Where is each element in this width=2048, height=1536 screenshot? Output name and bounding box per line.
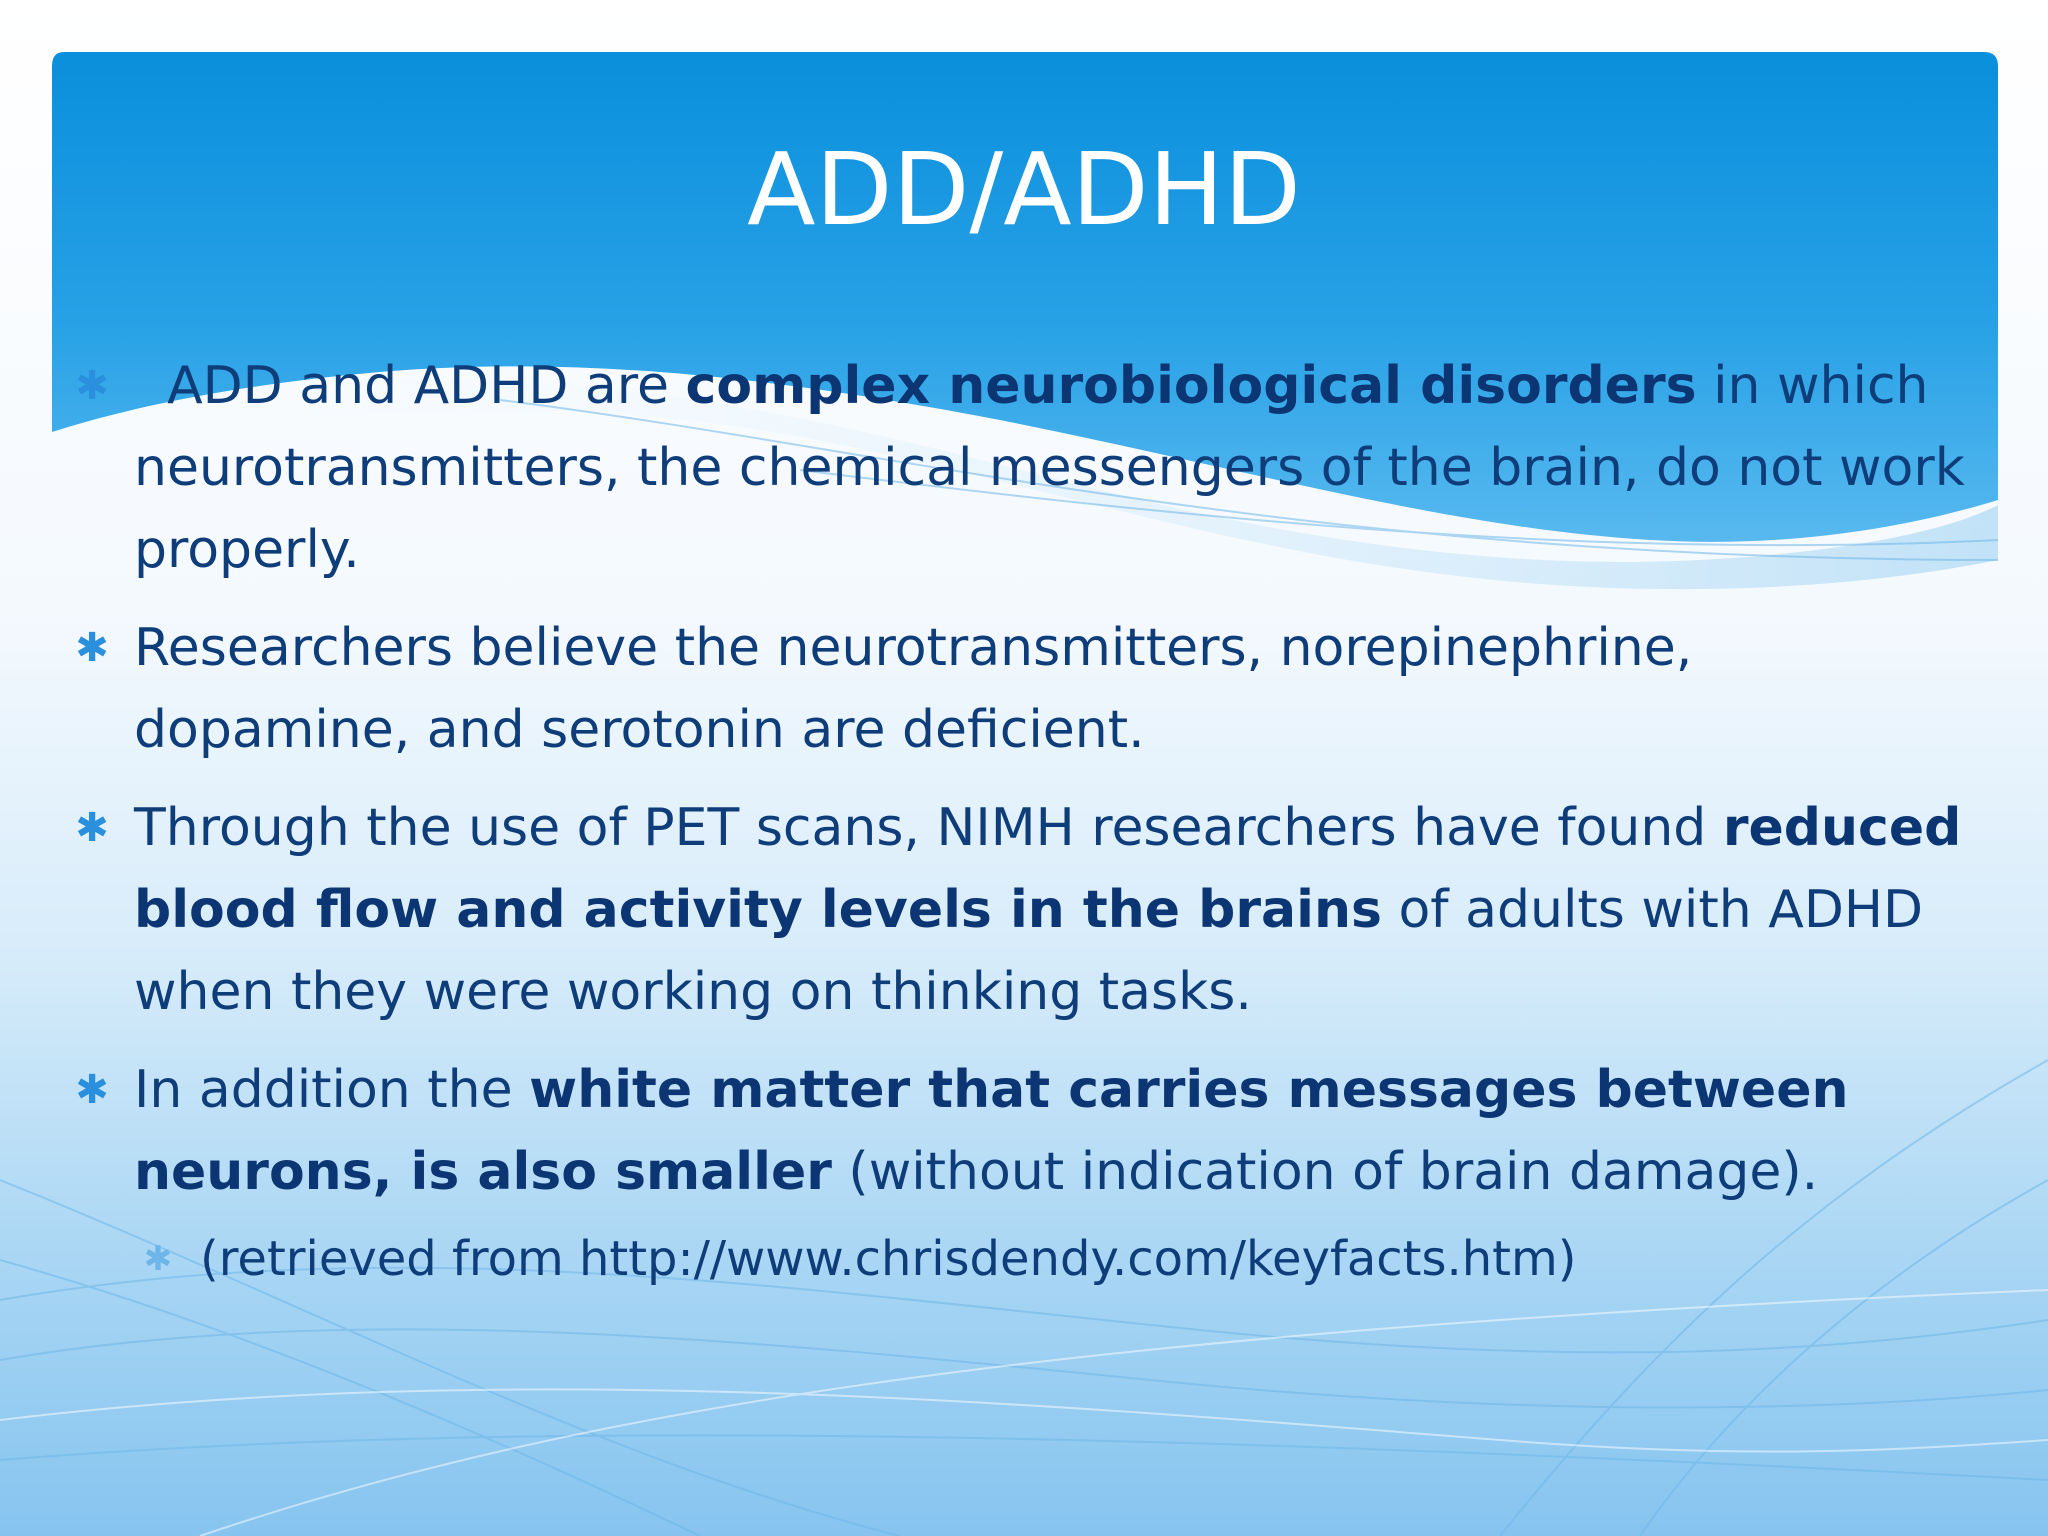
bullet-item: [72, 1049, 1972, 1213]
bullet-text: of adults with ADHD when they were working on thinking tasks.: [134, 880, 1924, 1022]
sub-bullet-item: [72, 1223, 1972, 1295]
slide-title: ADD/ADHD: [747, 131, 1301, 248]
citation-text: (retrieved from http://www.chrisdendy.com/keyfacts.htm): [200, 1231, 1577, 1287]
bullet-bold-text: reduced blood flow and activity levels in the brains: [134, 798, 1962, 940]
bullet-text: ADD and ADHD are: [134, 356, 686, 416]
asterisk-bullet-icon: ✱: [75, 805, 109, 851]
bullet-text: (without indication of brain damage).: [831, 1142, 1819, 1202]
asterisk-bullet-icon: ✱: [75, 625, 109, 671]
bullet-bold-text: complex neurobiological disorders: [685, 356, 1697, 416]
asterisk-bullet-icon: ✱: [143, 1239, 173, 1279]
bullet-text: In addition the: [134, 1060, 530, 1120]
bullet-item: [72, 607, 1972, 771]
asterisk-bullet-icon: ✱: [75, 363, 109, 409]
bullet-item: [72, 787, 1972, 1033]
bullet-bold-text: white matter that carries messages between neurons, is also smaller: [134, 1060, 1849, 1202]
bullet-text: Through the use of PET scans, NIMH researchers have found: [134, 798, 1723, 858]
asterisk-bullet-icon: ✱: [75, 1067, 109, 1113]
bullet-text: Researchers believe the neurotransmitters, norepinephrine, dopamine, and serotonin are deficient.: [134, 618, 1693, 760]
bullet-item: [72, 345, 1972, 591]
bullet-text: in which neurotransmitters, the chemical messengers of the brain, do not work properly.: [134, 356, 1965, 580]
bullet-list: [72, 345, 1972, 1295]
